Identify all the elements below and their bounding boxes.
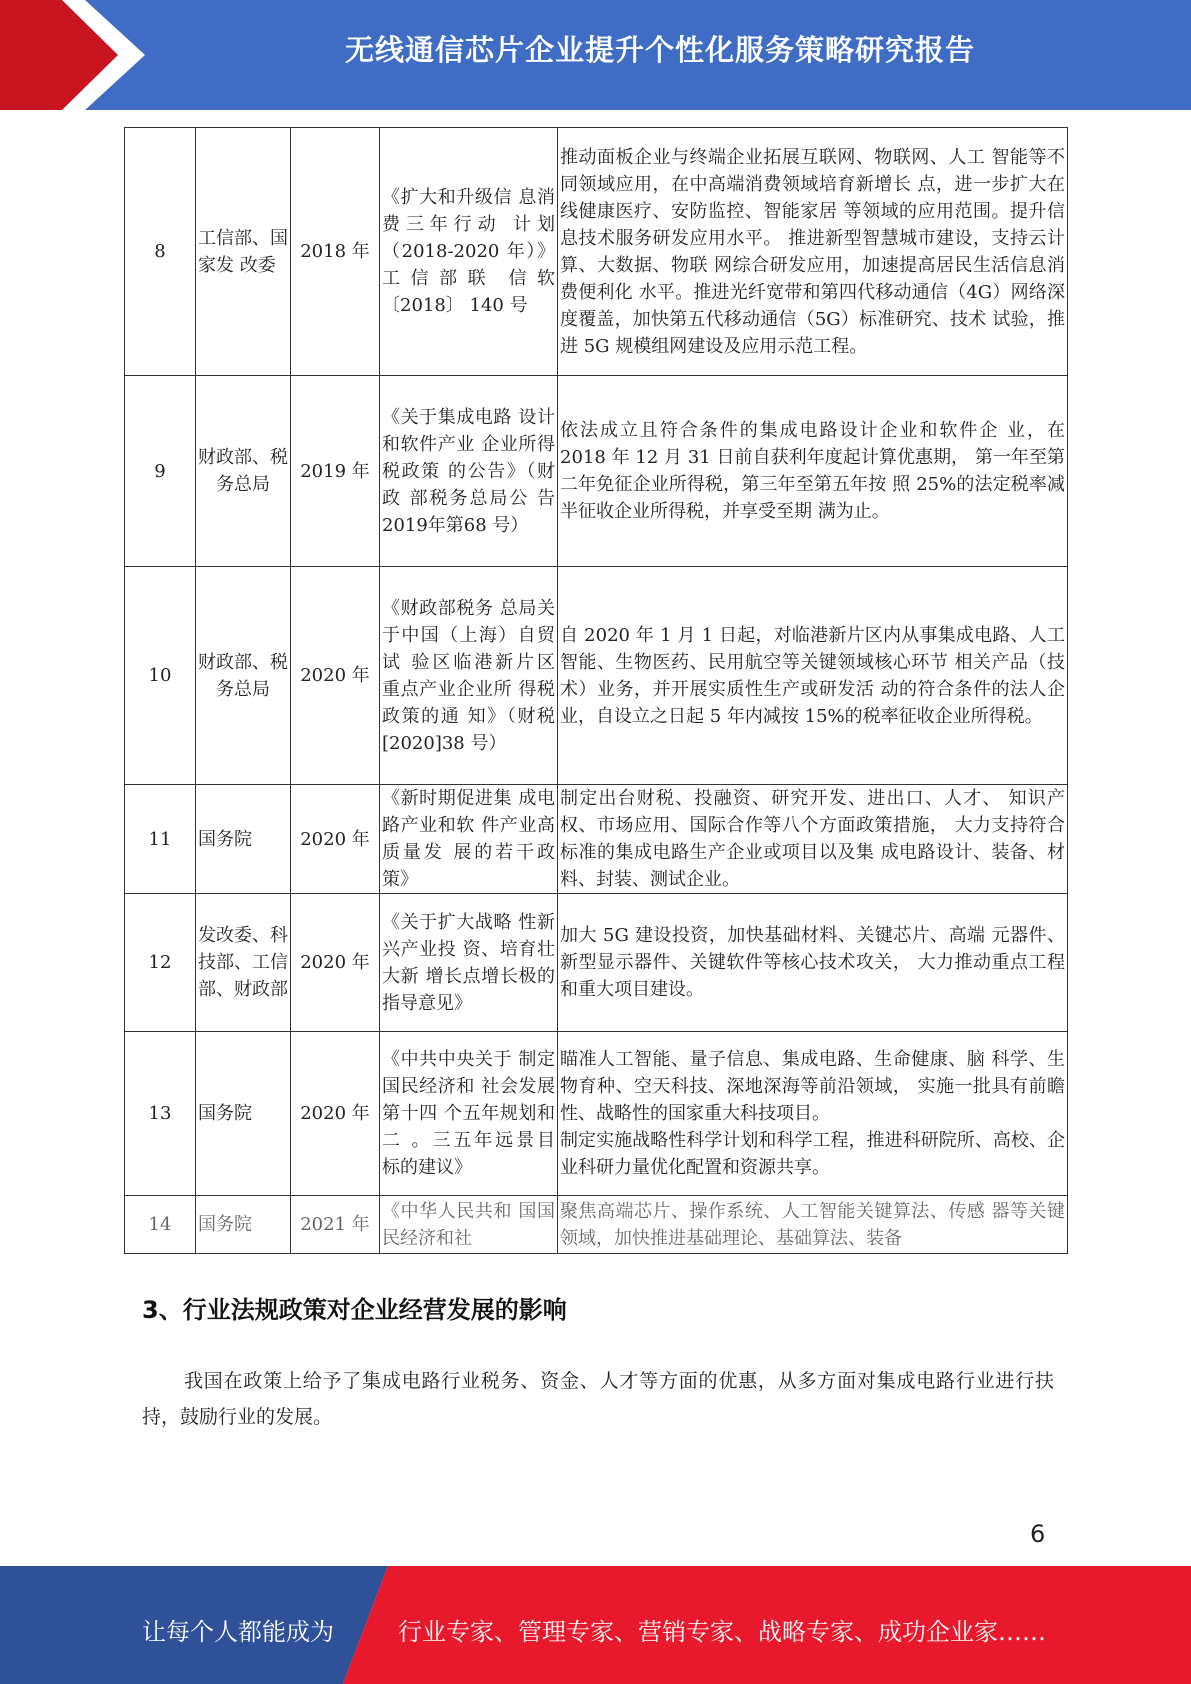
row-number: 13 [125, 1032, 196, 1196]
row-number: 8 [125, 128, 196, 376]
row-department: 国务院 [196, 785, 291, 894]
row-content [558, 567, 1068, 785]
table-row [125, 567, 1068, 785]
row-document: 《关于扩大战略 性新兴产业投 资、培育壮大新 增长点增长极的 指导意见》 [380, 894, 558, 1032]
row-year: 2020 年 [291, 785, 380, 894]
row-document: 《扩大和升级信 息消费三年行动 计划（2018-2020 年）》 工 信 部 联 信 软〔2018〕 140 号 [380, 128, 558, 376]
row-year: 2018 年 [291, 128, 380, 376]
table-row [125, 894, 1068, 1032]
section-heading: 3、行业法规政策对企业经营发展的影响 [142, 1296, 567, 1324]
row-year: 2020 年 [291, 894, 380, 1032]
row-number: 9 [125, 376, 196, 567]
policy-table [124, 127, 1068, 1254]
row-department: 工信部、国家发 改委 [196, 128, 291, 376]
row-year: 2020 年 [291, 567, 380, 785]
row-content [558, 128, 1068, 376]
table-row [125, 785, 1068, 894]
row-content [558, 376, 1068, 567]
section-paragraph: 我国在政策上给予了集成电路行业税务、资金、人才等方面的优惠，从多方面对集成电路行业进行扶持，鼓励行业的发展。 [142, 1370, 1054, 1428]
row-number: 12 [125, 894, 196, 1032]
row-content-text: 瞄准人工智能、量子信息、集成电路、生命健康、脑 科学、生物育种、空天科技、深地深海等前沿领域， 实施一批具有前瞻性、战略性的国家重大科技项目。 [560, 1049, 1065, 1124]
row-content-text: 自 2020 年 1 月 1 日起，对临港新片区内从事集成电路、人工智能、生物医药、民用航空等关键领域核心环节 相关产品（技术）业务，并开展实质性生产或研发活 动的符合条件的法人企业，自设立之日起 5 年内减按 15%的税率征收企业所得税。 [560, 624, 1065, 727]
row-department: 发改委、科技部、工信部、财政部 [196, 894, 291, 1032]
row-content-text: 制定实施战略性科学计划和科学工程，推进科研院所、高校、企业科研力量优化配置和资源共享。 [560, 1130, 1065, 1178]
footer-slogan-right: 行业专家、管理专家、营销专家、战略专家、成功企业家…… [398, 1618, 1046, 1646]
row-department: 财政部、税务总局 [196, 567, 291, 785]
row-year: 2019 年 [291, 376, 380, 567]
row-document: 《中共中央关于 制定国民经济和 社会发展第十四 个五年规划和二 。三五年远景目 标的建议》 [380, 1032, 558, 1196]
row-content-text: 制定出台财税、投融资、研究开发、进出口、人才、 知识产权、市场应用、国际合作等八个方面政策措施， 大力支持符合标准的集成电路生产企业或项目以及集 成电路设计、装备、材料、封装、测试企业。 [560, 788, 1065, 890]
table-row [125, 1032, 1068, 1196]
row-content [558, 785, 1068, 894]
row-department: 国务院 [196, 1032, 291, 1196]
row-department: 国务院 [196, 1196, 291, 1254]
row-document: 《关于集成电路 设计和软件产业 企业所得税政策 的公告》（财政 部税务总局公 告2019年第68 号） [380, 376, 558, 567]
row-document: 《新时期促进集 成电路产业和软 件产业高质量发 展的若干政策》 [380, 785, 558, 894]
table-row [125, 1196, 1068, 1254]
row-content [558, 894, 1068, 1032]
row-number: 14 [125, 1196, 196, 1254]
row-content-text: 聚焦高端芯片、操作系统、人工智能关键算法、传感 器等关键领域，加快推进基础理论、基础算法、装备 [560, 1200, 1065, 1249]
page-number: 6 [1030, 1520, 1046, 1548]
row-number: 10 [125, 567, 196, 785]
table-row [125, 128, 1068, 376]
row-department: 财政部、税务总局 [196, 376, 291, 567]
footer-slogan-left: 让每个人都能成为 [142, 1618, 334, 1646]
row-document: 《财政部税务 总局关于中国（上海）自贸试 验区临港新片区 重点产业企业所 得税政策的通 知》（财税[2020]38 号） [380, 567, 558, 785]
row-number: 11 [125, 785, 196, 894]
header-title: 无线通信芯片企业提升个性化服务策略研究报告 [344, 33, 975, 67]
row-content-text: 加大 5G 建设投资，加快基础材料、关键芯片、高端 元器件、新型显示器件、关键软件等核心技术攻关， 大力推动重点工程和重大项目建设。 [560, 925, 1065, 1000]
row-year: 2020 年 [291, 1032, 380, 1196]
row-year: 2021 年 [291, 1196, 380, 1254]
table-row [125, 376, 1068, 567]
row-document: 《中华人民共和 国国民经济和社 [380, 1196, 558, 1254]
row-content [558, 1032, 1068, 1196]
row-content-text: 推动面板企业与终端企业拓展互联网、物联网、人工 智能等不同领域应用，在中高端消费领域培育新增长 点，进一步扩大在线健康医疗、安防监控、智能家居 等领域的应用范围。提升信息技术服务研发应用水平。 推进新型智慧城市建设，支持云计算、大数据、物联 网综合研发应用，加速提高居民生活信息消费便利化 水平。推进光纤宽带和第四代移动通信（4G）网络深 度覆盖，加快第五代移动通信（5G）标准研究、技术 试验，推进 5G 规模组网建设及应用示范工程。 [560, 146, 1065, 357]
row-content-text: 依法成立且符合条件的集成电路设计企业和软件企 业，在 2018 年 12 月 31 日前自获利年度起计算优惠期， 第一年至第二年免征企业所得税，第三年至第五年按 照 25%的法定税率减半征收企业所得税，并享受至期 满为止。 [560, 420, 1065, 522]
row-content [558, 1196, 1068, 1254]
